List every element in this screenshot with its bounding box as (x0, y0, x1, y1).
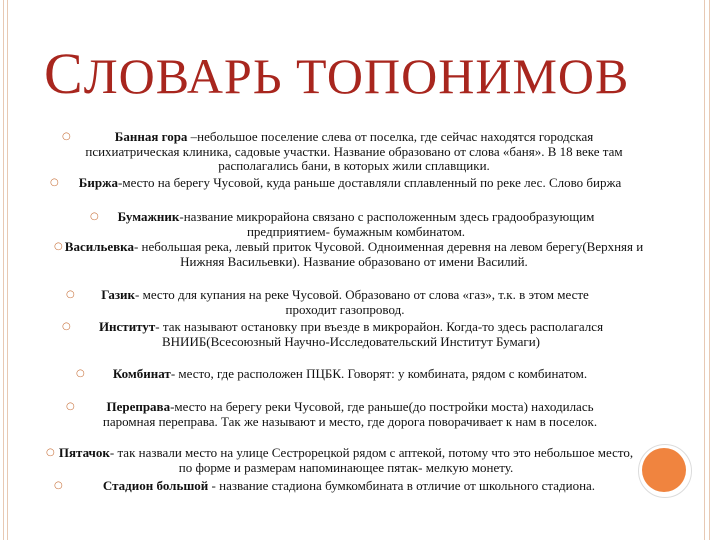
entry-item (64, 479, 634, 494)
entry-text: -место на берегу Чусовой, куда раньше доставляли сплавленный по реке лес. Слово биржа (118, 175, 622, 190)
bullet-icon: ○ (66, 289, 75, 300)
bullet-icon: ○ (54, 480, 63, 491)
entry-item (60, 176, 640, 191)
entry-text: -название микрорайона связано с расположенным здесь градообразующим предприятием- бумажным комбинатом. (179, 209, 595, 239)
slide-title (44, 40, 644, 107)
entry-term: Банная гора (114, 129, 188, 144)
bullet-icon: ○ (62, 131, 71, 142)
entry-item (80, 400, 620, 429)
entry-item (90, 367, 610, 382)
entry-item (78, 130, 630, 174)
entry-term: Васильевка (64, 239, 134, 254)
entry-term: Переправа (106, 399, 171, 414)
bullet-icon: ○ (54, 241, 63, 252)
title-rest: ЛОВАРЬ ТОПОНИМОВ (83, 48, 630, 104)
entry-text: -место на берегу реки Чусовой, где раньше(до постройки моста) находилась паромная переправа. Так же называют и место, где дорога поворачивает к нам в поселок. (102, 399, 598, 429)
entry-item (64, 240, 644, 269)
right-border-line-2 (709, 0, 710, 540)
bullet-icon: ○ (62, 321, 71, 332)
entry-text: - так называют остановку при въезде в микрорайон. Когда-то здесь располагался ВНИИБ(Всесоюзный Научно-Исследовательский Институт Бумаги) (155, 319, 604, 349)
entry-item (80, 288, 610, 317)
entry-term: Пятачок (58, 445, 110, 460)
entry-text: - место, где расположен ПЦБК. Говорят: у комбината, рядом с комбинатом. (170, 366, 588, 381)
decorative-circle (642, 448, 686, 492)
bullet-icon: ○ (90, 211, 99, 222)
bullet-icon: ○ (46, 447, 55, 458)
entry-term: Стадион большой (102, 478, 209, 493)
entry-item (106, 210, 606, 239)
entry-item (56, 446, 636, 475)
entry-text: - место для купания на реке Чусовой. Образовано от слова «газ», т.к. в этом месте проходит газопровод. (135, 287, 589, 317)
entry-text: –небольшое поселение слева от поселка, где сейчас находятся городская психиатрическая клиника, садовые участки. Название образовано от слова «баня». В 18 веке там располагались бани, в которых жили сплавщики. (85, 129, 623, 173)
entry-text: - название стадиона бумкомбината в отличие от школьного стадиона. (208, 478, 596, 493)
bullet-icon: ○ (66, 401, 75, 412)
entry-term: Институт (98, 319, 156, 334)
entry-term: Биржа (78, 175, 119, 190)
left-border-line-2 (7, 0, 8, 540)
bullet-icon: ○ (76, 368, 85, 379)
bullet-icon: ○ (50, 177, 59, 188)
title-capital: С (44, 41, 84, 106)
entry-term: Газик (101, 287, 136, 302)
entry-text: - так назвали место на улице Сестрорецкой рядом с аптекой, потому что это небольшое место, по форме и размерам напоминающее пятак- мелкую монету. (109, 445, 634, 475)
entry-term: Бумажник (117, 209, 180, 224)
entry-term: Комбинат (112, 366, 171, 381)
left-border-line (3, 0, 4, 540)
right-border-line (704, 0, 705, 540)
entry-item (78, 320, 624, 349)
entry-text: - небольшая река, левый приток Чусовой. Одноименная деревня на левом берегу(Верхняя и Нижняя Васильевки). Название образовано от имени Василий. (133, 239, 644, 269)
